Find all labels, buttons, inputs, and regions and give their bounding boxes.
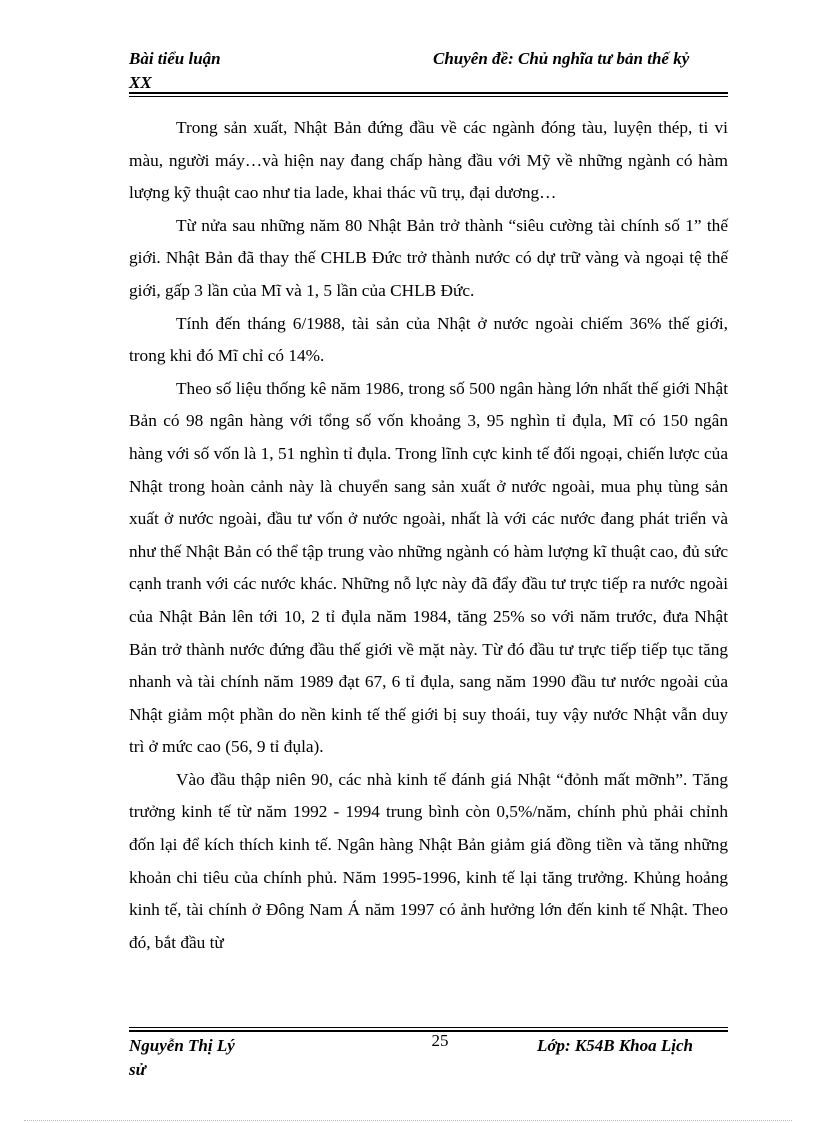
- footer-author: [129, 1034, 289, 1082]
- body-text: [129, 112, 728, 959]
- page-bottom-border: [24, 1120, 792, 1121]
- paragraph: Trong sản xuất, Nhật Bản đứng đầu về các ngành đóng tàu, luyện thép, ti vi màu, người máy…và hiện nay đang chấp hàng đầu với Mỹ về những ngành có hàm lượng kỹ thuật cao như tia lade, khai thác vũ trụ, đại dương…: [129, 118, 728, 203]
- footer-rule-thin: [129, 1027, 728, 1028]
- paragraph: Tính đến tháng 6/1988, tài sản của Nhật ở nước ngoài chiếm 36% thế giới, trong khi đó Mĩ chỉ có 14%.: [129, 313, 728, 366]
- header-left-line1: Bài tiểu luận: [129, 49, 221, 68]
- header-left-line2: XX: [129, 73, 152, 92]
- header-topic: Chuyên đề: Chủ nghĩa tư bản thế kỷ: [433, 49, 690, 68]
- header-title-left: [129, 47, 279, 95]
- header-rule-thin: [129, 96, 728, 97]
- footer-class: Lớp: K54B Khoa Lịch: [537, 1036, 693, 1055]
- paragraph: Vào đầu thập niên 90, các nhà kinh tế đánh giá Nhật “đỏnh mất mỡnh”. Tăng trưởng kinh tế từ năm 1992 - 1994 trung bình còn 0,5%/năm, chính phủ phải chỉnh đốn lại để kích thích kinh tế. Ngân hàng Nhật Bản giảm giá đồng tiền và tăng những khoản chi tiêu của chính phủ. Năm 1995-1996, kinh tế lại tăng trưởng. Khủng hoảng kinh tế, tài chính ở Đông Nam Á năm 1997 có ảnh hưởng lớn đến kinh tế Nhật. Theo đó, bắt đầu từ: [129, 769, 728, 952]
- footer-left-line1: Nguyễn Thị Lý: [129, 1036, 235, 1055]
- paragraph: Theo số liệu thống kê năm 1986, trong số 500 ngân hàng lớn nhất thế giới Nhật Bản có 98 ngân hàng với tổng số vốn khoảng 3, 95 nghìn tỉ đụla, Mĩ có 150 ngân hàng với số vốn là 1, 51 nghìn tỉ đụla. Trong lĩnh cực kinh tế đối ngoại, chiến lược của Nhật trong hoàn cảnh này là chuyển sang sản xuất ở nước ngoài, mua phụ tùng sản xuất ở nước ngoài, đầu tư vốn ở nước ngoài, nhất là với các nước đang phát triển và như thế Nhật Bản có thể tập trung vào những ngành có hàm lượng kĩ thuật cao, đủ sức cạnh tranh với các nước khác. Những nỗ lực này đã đẩy đầu tư trực tiếp ra nước ngoài của Nhật Bản lên tới 10, 2 tỉ đụla năm 1984, tăng 25% so với năm trước, đưa Nhật Bản trở thành nước đứng đầu thế giới về mặt này. Từ đó đầu tư trực tiếp tiếp tục tăng nhanh và tài chính năm 1989 đạt 67, 6 tỉ đụla, sang năm 1990 đầu tư nước ngoài của Nhật giảm một phần do nền kinh tế thế giới bị suy thoái, tuy vậy nước Nhật vẫn duy trì ở mức cao (56, 9 tỉ đụla).: [129, 378, 728, 757]
- page-number: 25: [431, 1031, 449, 1050]
- paragraph: Từ nửa sau những năm 80 Nhật Bản trở thành “siêu cường tài chính số 1” thế giới. Nhật Bản đã thay thế CHLB Đức trở thành nước có dự trữ vàng và ngoại tệ thế giới, gấp 3 lần của Mĩ và 1, 5 lần của CHLB Đức.: [129, 215, 728, 300]
- footer-left-line2: sử: [129, 1060, 146, 1079]
- header-rule: [129, 92, 728, 94]
